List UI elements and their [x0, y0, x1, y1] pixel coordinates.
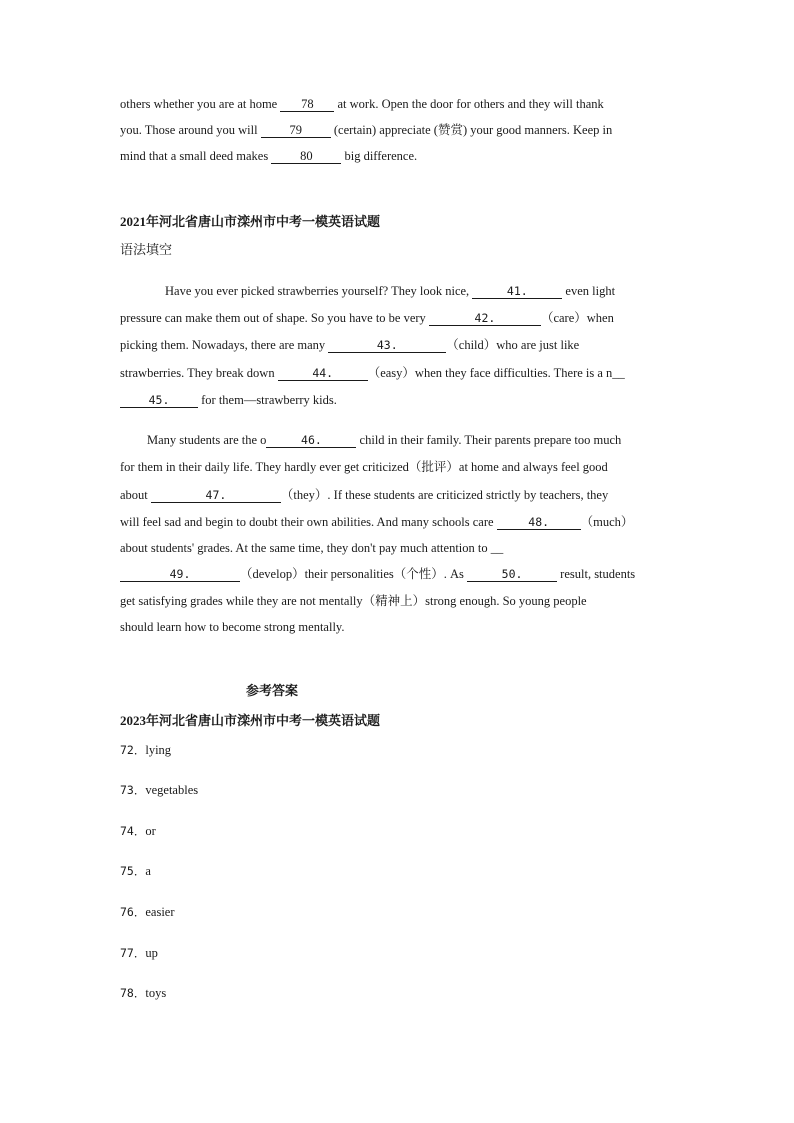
text: you. Those around you will [120, 123, 261, 137]
answer-number: 72． [120, 743, 146, 757]
p2-line-1 [147, 432, 621, 448]
blank-45: 45. [120, 393, 198, 408]
text: （easy）when they face difficulties. There is a n__ [367, 366, 625, 380]
blank-49: 49. [120, 567, 240, 582]
answer-text: lying [145, 743, 172, 757]
text: picking them. Nowadays, there are many [120, 338, 329, 352]
text: big difference. [341, 149, 418, 163]
prev-line-3 [120, 148, 417, 164]
p1-line-1 [165, 283, 615, 299]
answer-item [120, 985, 166, 1001]
answer-item [120, 782, 198, 798]
text: about [120, 488, 151, 502]
p2-line-3 [120, 487, 608, 503]
answer-number: 73． [120, 783, 146, 797]
blank-42: 42. [429, 311, 541, 326]
text: Many students are the o [147, 433, 267, 447]
text: （develop）their personalities（个性）. As [240, 567, 468, 581]
p2-line-4 [120, 514, 633, 530]
blank-46: 46. [266, 433, 356, 448]
answer-text: easier [145, 905, 175, 919]
text: should learn how to become strong mentally. [120, 620, 345, 634]
text: （much） [580, 515, 634, 529]
answer-item [120, 742, 171, 758]
p1-line-2 [120, 310, 614, 326]
text: (certain) appreciate (赞赏) your good manners. Keep in [330, 123, 613, 137]
answer-item [120, 823, 156, 839]
text: mind that a small deed makes [120, 149, 272, 163]
text: for them—strawberry kids. [198, 393, 337, 407]
blank-50: 50. [467, 567, 557, 582]
blank-48: 48. [497, 515, 581, 530]
prev-line-1 [120, 96, 604, 112]
text: （care）when [540, 311, 614, 325]
answer-item [120, 945, 158, 961]
p1-line-5 [120, 392, 337, 408]
blank-80: 80 [271, 149, 341, 164]
p2-line-2 [120, 459, 608, 475]
blank-79: 79 [261, 123, 331, 138]
prev-line-2 [120, 122, 612, 138]
answer-number: 78． [120, 986, 146, 1000]
text: （child）who are just like [446, 338, 580, 352]
answer-text: a [145, 864, 151, 878]
p2-line-7 [120, 593, 587, 609]
p1-line-3 [120, 337, 579, 353]
blank-47: 47. [151, 488, 281, 503]
p2-line-8 [120, 619, 345, 635]
text: others whether you are at home [120, 97, 281, 111]
answer-text: or [145, 824, 156, 838]
section-subtitle: 语法填空 [120, 242, 173, 257]
text: child in their family. Their parents prepare too much [356, 433, 622, 447]
text: about students' grades. At the same time, they don't pay much attention to __ [120, 541, 504, 555]
answer-text: up [145, 946, 158, 960]
text: Have you ever picked strawberries yourself? They look nice, [165, 284, 473, 298]
blank-43: 43. [328, 338, 446, 353]
section-title-2021: 2021年河北省唐山市滦州市中考一模英语试题 [120, 214, 381, 229]
text: at work. Open the door for others and they will thank [334, 97, 604, 111]
answer-number: 74． [120, 824, 146, 838]
text: will feel sad and begin to doubt their own abilities. And many schools care [120, 515, 497, 529]
answer-text: toys [145, 986, 167, 1000]
answer-item [120, 904, 175, 920]
answers-title: 参考答案 [246, 683, 299, 698]
answer-item [120, 863, 151, 879]
p1-line-4 [120, 365, 625, 381]
text: result, students [557, 567, 636, 581]
answer-number: 77． [120, 946, 146, 960]
answer-number: 75． [120, 864, 146, 878]
answers-subtitle: 2023年河北省唐山市滦州市中考一模英语试题 [120, 713, 381, 728]
text: （they）. If these students are criticized strictly by teachers, they [280, 488, 609, 502]
answer-text: vegetables [145, 783, 199, 797]
text: strawberries. They break down [120, 366, 278, 380]
blank-44: 44. [278, 366, 368, 381]
p2-line-6 [120, 566, 635, 582]
text: get satisfying grades while they are not mentally（精神上）strong enough. So young people [120, 594, 587, 608]
answer-number: 76． [120, 905, 146, 919]
blank-41: 41. [472, 284, 562, 299]
text: pressure can make them out of shape. So you have to be very [120, 311, 429, 325]
p2-line-5 [120, 540, 503, 556]
text: even light [562, 284, 616, 298]
text: for them in their daily life. They hardly ever get criticized（批评）at home and always feel good [120, 460, 608, 474]
blank-78: 78 [280, 97, 334, 112]
